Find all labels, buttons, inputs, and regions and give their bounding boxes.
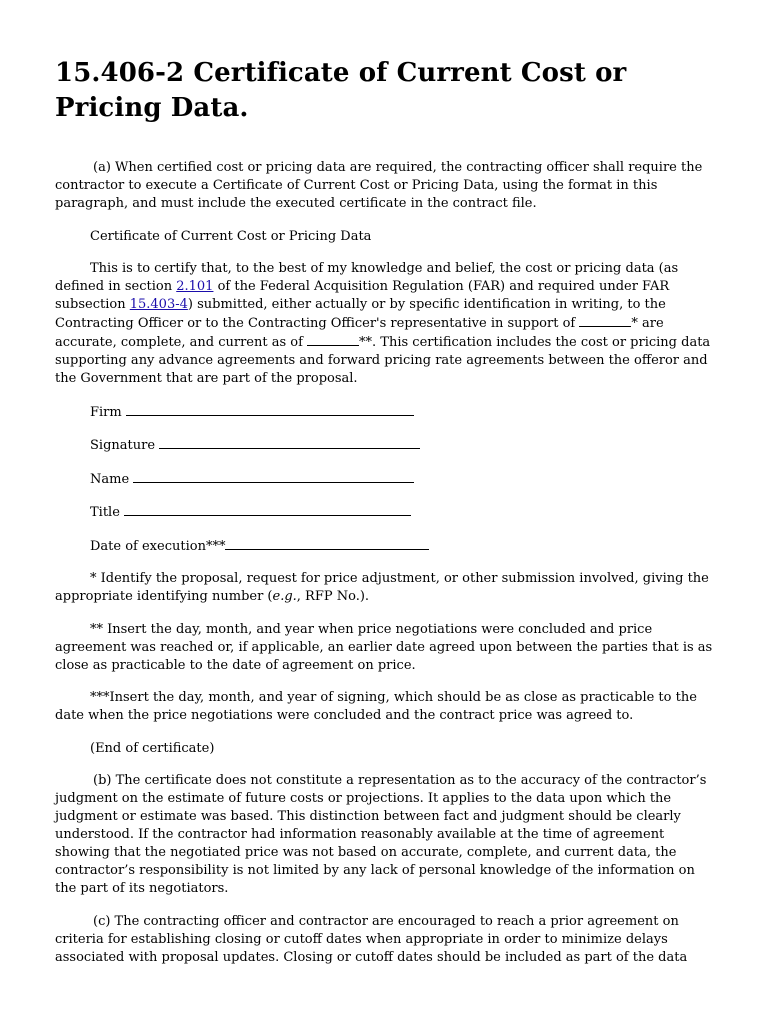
field-date-line — [225, 537, 429, 550]
field-title-line — [124, 503, 411, 516]
cert-body-part3: ) submitted, either actually or by specific identification in writing, to the Contracting Officer or to the Contracting Officer's representative in support of — [55, 297, 666, 331]
footnote-3: ***Insert the day, month, and year of signing, which should be as close as practicable to the date when the price negotiations were concluded and the contract price was agreed to. — [55, 690, 697, 723]
footnote-1-text: * Identify the proposal, request for price adjustment, or other submission involved, giving the appropriate identifying number ( — [55, 571, 709, 604]
cert-body-part4: * are accurate, complete, and current as of — [55, 316, 664, 350]
field-name-line — [133, 470, 414, 483]
field-title — [55, 503, 715, 522]
footnote-1-eg: e.g. — [272, 589, 297, 604]
blank-date — [307, 333, 359, 346]
field-name — [55, 470, 715, 489]
certificate-body — [55, 260, 715, 388]
blank-proposal — [579, 314, 631, 327]
paragraph-a: (a) When certified cost or pricing data are required, the contracting officer shall require the contractor to execute a Certificate of Current Cost or Pricing Data, using the format in this paragraph, and must include the executed certificate in the contract file. — [55, 160, 703, 211]
footnote-2: ** Insert the day, month, and year when price negotiations were concluded and price agreement was reached or, if applicable, an earlier date agreed upon between the parties that is as close as practicable to the date of agreement on price. — [55, 621, 713, 673]
link-subsection-15-403-4[interactable]: 15.403-4 — [129, 297, 188, 312]
field-signature-label: Signature — [90, 438, 156, 453]
field-signature-line — [159, 436, 420, 449]
end-of-certificate: (End of certificate) — [90, 740, 215, 756]
field-title-label: Title — [90, 505, 120, 520]
footnote-1 — [55, 570, 715, 606]
link-section-2-101[interactable]: 2.101 — [176, 279, 214, 294]
cert-body-part5: **. This certification includes the cost or pricing data supporting any advance agreements and forward pricing rate agreements between the offeror and the Government that are part of the proposal. — [55, 335, 711, 386]
cert-body-part2: of the Federal Acquisition Regulation (FAR) and required under FAR subsection — [55, 279, 670, 312]
field-signature — [55, 436, 715, 455]
field-name-label: Name — [90, 471, 130, 487]
field-date-label: Date of execution*** — [90, 538, 226, 554]
footnote-1-end: , RFP No.). — [296, 589, 370, 604]
page-title: 15.406-2 Certificate of Current Cost or Pricing Data. — [55, 58, 627, 123]
field-date — [55, 537, 715, 556]
cert-body-part1: This is to certify that, to the best of my knowledge and belief, the cost or pricing data (as defined in section — [55, 261, 679, 294]
paragraph-b: (b) The certificate does not constitute a representation as to the accuracy of the contractor’s judgment on the estimate of future costs or projections. It applies to the data upon which the judgment or estimate was based. This distinction between fact and judgment should be clearly understood. If the contractor had information reasonably available at the time of agreement showing that the negotiated price was not based on accurate, complete, and current data, the contractor’s responsibility is not limited by any lack of personal knowledge of the information on the part of its negotiators. — [55, 773, 707, 896]
field-firm-line — [126, 403, 414, 416]
paragraph-c: (c) The contracting officer and contractor are encouraged to reach a prior agreement on criteria for establishing closing or cutoff dates when appropriate in order to minimize delays associated with proposal updates. Closing or cutoff dates should be included as part of the data — [55, 913, 688, 965]
certificate-heading: Certificate of Current Cost or Pricing Data — [90, 228, 372, 244]
field-firm-label: Firm — [90, 404, 122, 420]
field-firm — [55, 403, 715, 422]
